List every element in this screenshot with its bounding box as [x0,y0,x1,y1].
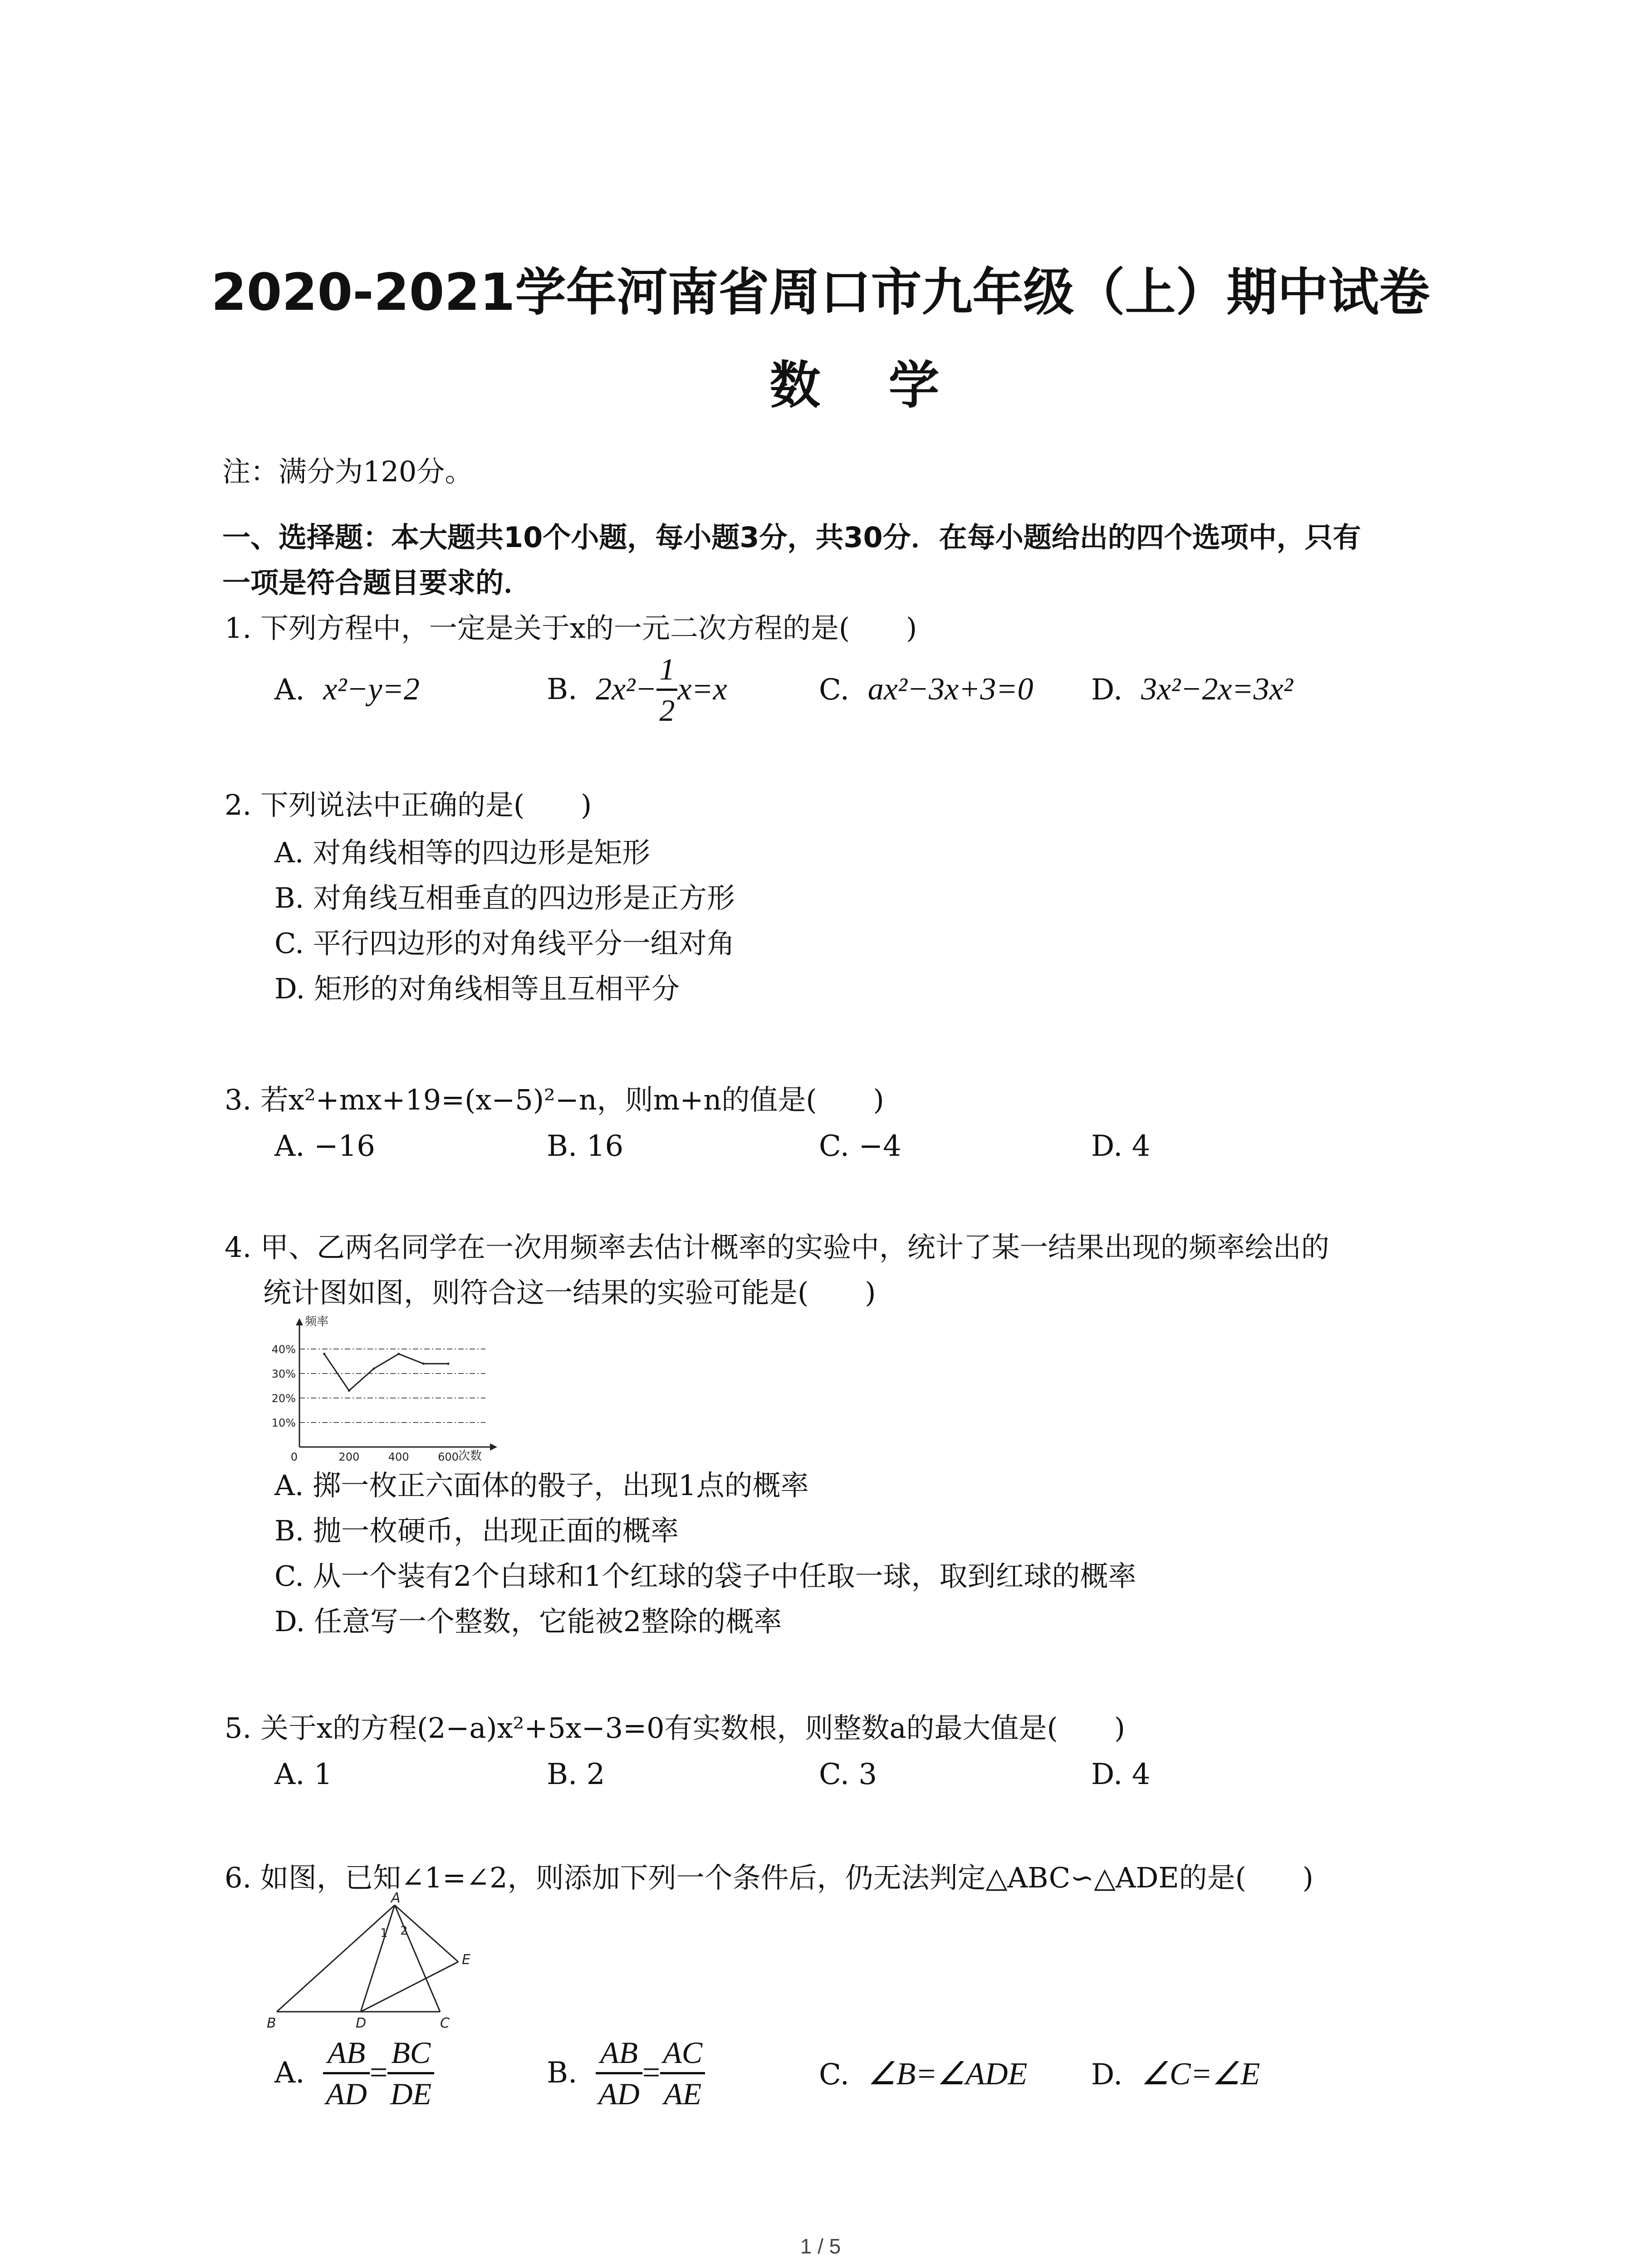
segment-de [361,1962,458,2012]
q1-option-a: A. x²−y=2 [274,672,420,707]
x-tick-label-0: 0 [290,1451,298,1463]
q2-option-b: B. 对角线互相垂直的四边形是正方形 [274,881,735,914]
q4-option-c: C. 从一个装有2个白球和1个红球的袋子中任取一球，取到红球的概率 [274,1559,1136,1593]
point-a-label: A [391,1892,401,1906]
q5-option-d: D. 4 [1091,1758,1151,1791]
q6-option-d: D. ∠C=∠E [1091,2057,1260,2092]
x-axis-label: 次数 [458,1449,482,1463]
q6-option-c: C. ∠B=∠ADE [819,2057,1028,2092]
y-axis-label: 频率 [305,1315,329,1329]
question-4-stem-line1: 4. 甲、乙两名同学在一次用频率去估计概率的实验中，统计了某一结果出现的频率绘出的 [225,1231,1329,1264]
q5-option-b: B. 2 [547,1758,605,1791]
frequency-line-chart [254,1315,508,1465]
section-heading-line2: 一项是符合题目要求的． [222,566,532,599]
page-title: 2020-2021学年河南省周口市九年级（上）期中试卷 [211,263,1430,322]
q4-option-b: B. 抛一枚硬币，出现正面的概率 [274,1514,679,1547]
score-note: 注：满分为120分。 [222,455,473,488]
q5-option-c: C. 3 [819,1758,877,1791]
y-tick-label-3: 40% [271,1343,296,1356]
q5-option-a: A. 1 [274,1758,333,1791]
y-tick-label-1: 20% [271,1392,296,1405]
point-d-label: D [356,2015,367,2031]
point-b-label: B [267,2015,276,2031]
data-point-5 [447,1363,450,1365]
segment-ac [395,1905,440,2012]
data-point-4 [422,1363,425,1365]
page-number: 1 / 5 [800,2234,841,2258]
q4-option-a: A. 掷一枚正六面体的骰子，出现1点的概率 [274,1469,809,1502]
point-e-label: E [462,1952,470,1968]
q1-option-d: D. 3x²−2x=3x² [1091,672,1293,707]
x-tick-label-3: 600 [438,1451,459,1463]
series-line-0 [324,1354,448,1391]
question-2-stem: 2. 下列说法中正确的是( ) [225,788,592,821]
x-tick-label-1: 200 [338,1451,360,1463]
fraction-one-half: $\frac{1}{2}$ [656,650,677,730]
q4-option-d: D. 任意写一个整数，它能被2整除的概率 [274,1605,782,1638]
point-c-label: C [440,2015,450,2031]
triangle-figure [259,1892,495,2032]
question-6-stem: 6. 如图，已知∠1=∠2，则添加下列一个条件后，仍无法判定△ABC∽△ADE的是( ) [225,1861,1313,1894]
q6-option-b: B. $\frac{AB}{AD}$ = $\frac{AC}{AE}$ [547,2030,705,2116]
q2-option-d: D. 矩形的对角线相等且互相平分 [274,972,680,1005]
section-heading-line1: 一、选择题：本大题共10个小题，每小题3分，共30分．在每小题给出的四个选项中，只有 [222,521,1361,554]
q3-option-d: D. 4 [1091,1129,1151,1163]
x-axis-arrow [490,1443,497,1451]
data-point-2 [373,1368,375,1370]
q6-option-a: A. $\frac{AB}{AD}$ = $\frac{BC}{DE}$ [274,2030,434,2116]
data-point-1 [348,1389,350,1392]
y-tick-label-2: 30% [271,1368,296,1380]
angle-1-label: 1 [380,1926,388,1940]
question-5-stem: 5. 关于x的方程(2−a)x²+5x−3=0有实数根，则整数a的最大值是( ) [225,1711,1125,1745]
q3-option-b: B. 16 [547,1129,624,1163]
q1-option-b: B. 2x²− $\frac{1}{2}$ x=x [547,640,727,739]
angle-2-label: 2 [400,1924,408,1938]
y-tick-label-0: 10% [271,1417,296,1429]
q2-option-a: A. 对角线相等的四边形是矩形 [274,836,651,869]
page-subtitle: 数学 [769,356,1008,415]
question-1-stem: 1. 下列方程中，一定是关于x的一元二次方程的是( ) [225,611,917,645]
q2-option-c: C. 平行四边形的对角线平分一组对角 [274,927,735,960]
x-tick-label-2: 400 [388,1451,409,1463]
q1-option-c: C. ax²−3x+3=0 [819,672,1034,707]
q3-option-c: C. −4 [819,1129,901,1163]
question-3-stem: 3. 若x²+mx+19=(x−5)²−n，则m+n的值是( ) [225,1083,884,1116]
data-point-0 [323,1353,325,1355]
q3-option-a: A. −16 [274,1129,375,1163]
y-axis-arrow [296,1318,303,1325]
data-point-3 [397,1353,400,1355]
question-4-stem-line2: 统计图如图，则符合这一结果的实验可能是( ) [263,1276,876,1309]
